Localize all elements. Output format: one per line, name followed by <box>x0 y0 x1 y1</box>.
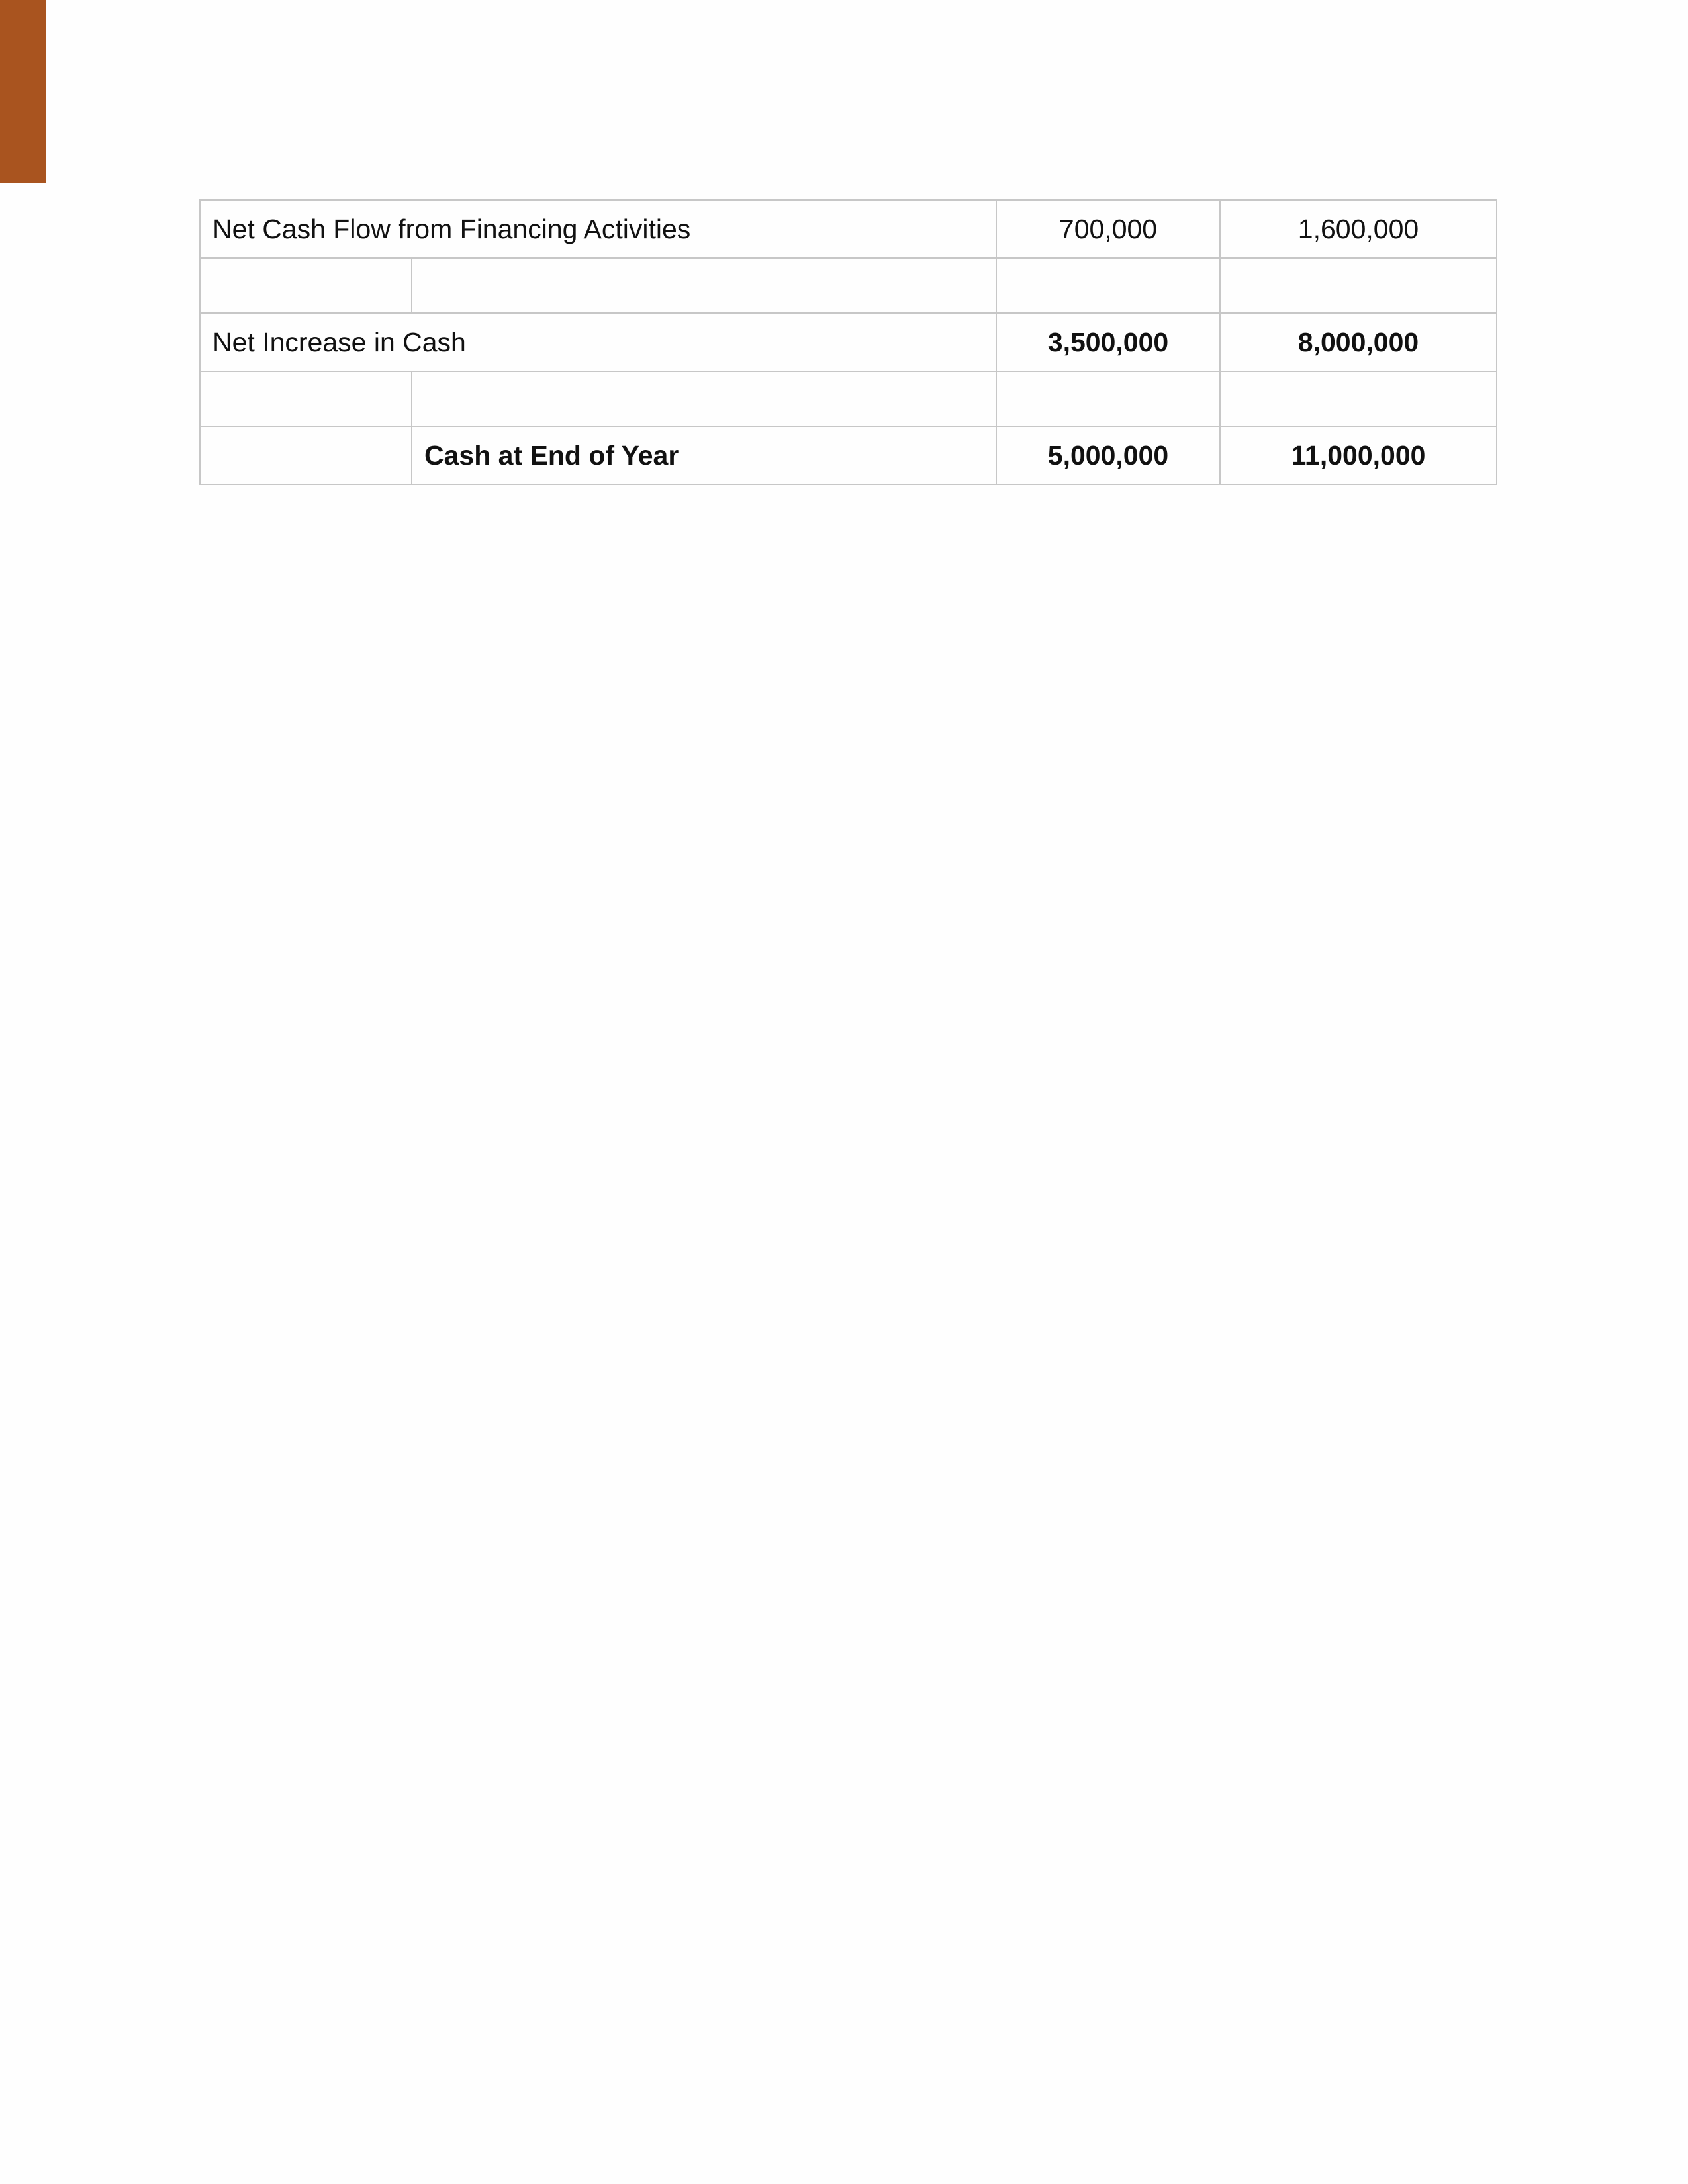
financing-value-col1: 700,000 <box>996 200 1220 258</box>
table-row-empty <box>200 258 1497 313</box>
cash-flow-table <box>199 199 1497 485</box>
cash-end-value-col2: 11,000,000 <box>1220 426 1497 484</box>
cash-end-value-col1: 5,000,000 <box>996 426 1220 484</box>
table-row <box>200 313 1497 371</box>
row-label-financing: Net Cash Flow from Financing Activities <box>200 200 996 258</box>
financing-value-col2: 1,600,000 <box>1220 200 1497 258</box>
empty-cell <box>1220 371 1497 426</box>
net-increase-value-col2: 8,000,000 <box>1220 313 1497 371</box>
table-row <box>200 200 1497 258</box>
page-accent-bar <box>0 0 46 183</box>
empty-cell <box>200 426 412 484</box>
empty-cell <box>200 371 412 426</box>
empty-cell <box>996 258 1220 313</box>
empty-cell <box>412 258 996 313</box>
row-label-cash-end: Cash at End of Year <box>412 426 996 484</box>
table-row-empty <box>200 371 1497 426</box>
empty-cell <box>1220 258 1497 313</box>
empty-cell <box>996 371 1220 426</box>
row-label-net-increase: Net Increase in Cash <box>200 313 996 371</box>
empty-cell <box>412 371 996 426</box>
empty-cell <box>200 258 412 313</box>
net-increase-value-col1: 3,500,000 <box>996 313 1220 371</box>
table-row <box>200 426 1497 484</box>
